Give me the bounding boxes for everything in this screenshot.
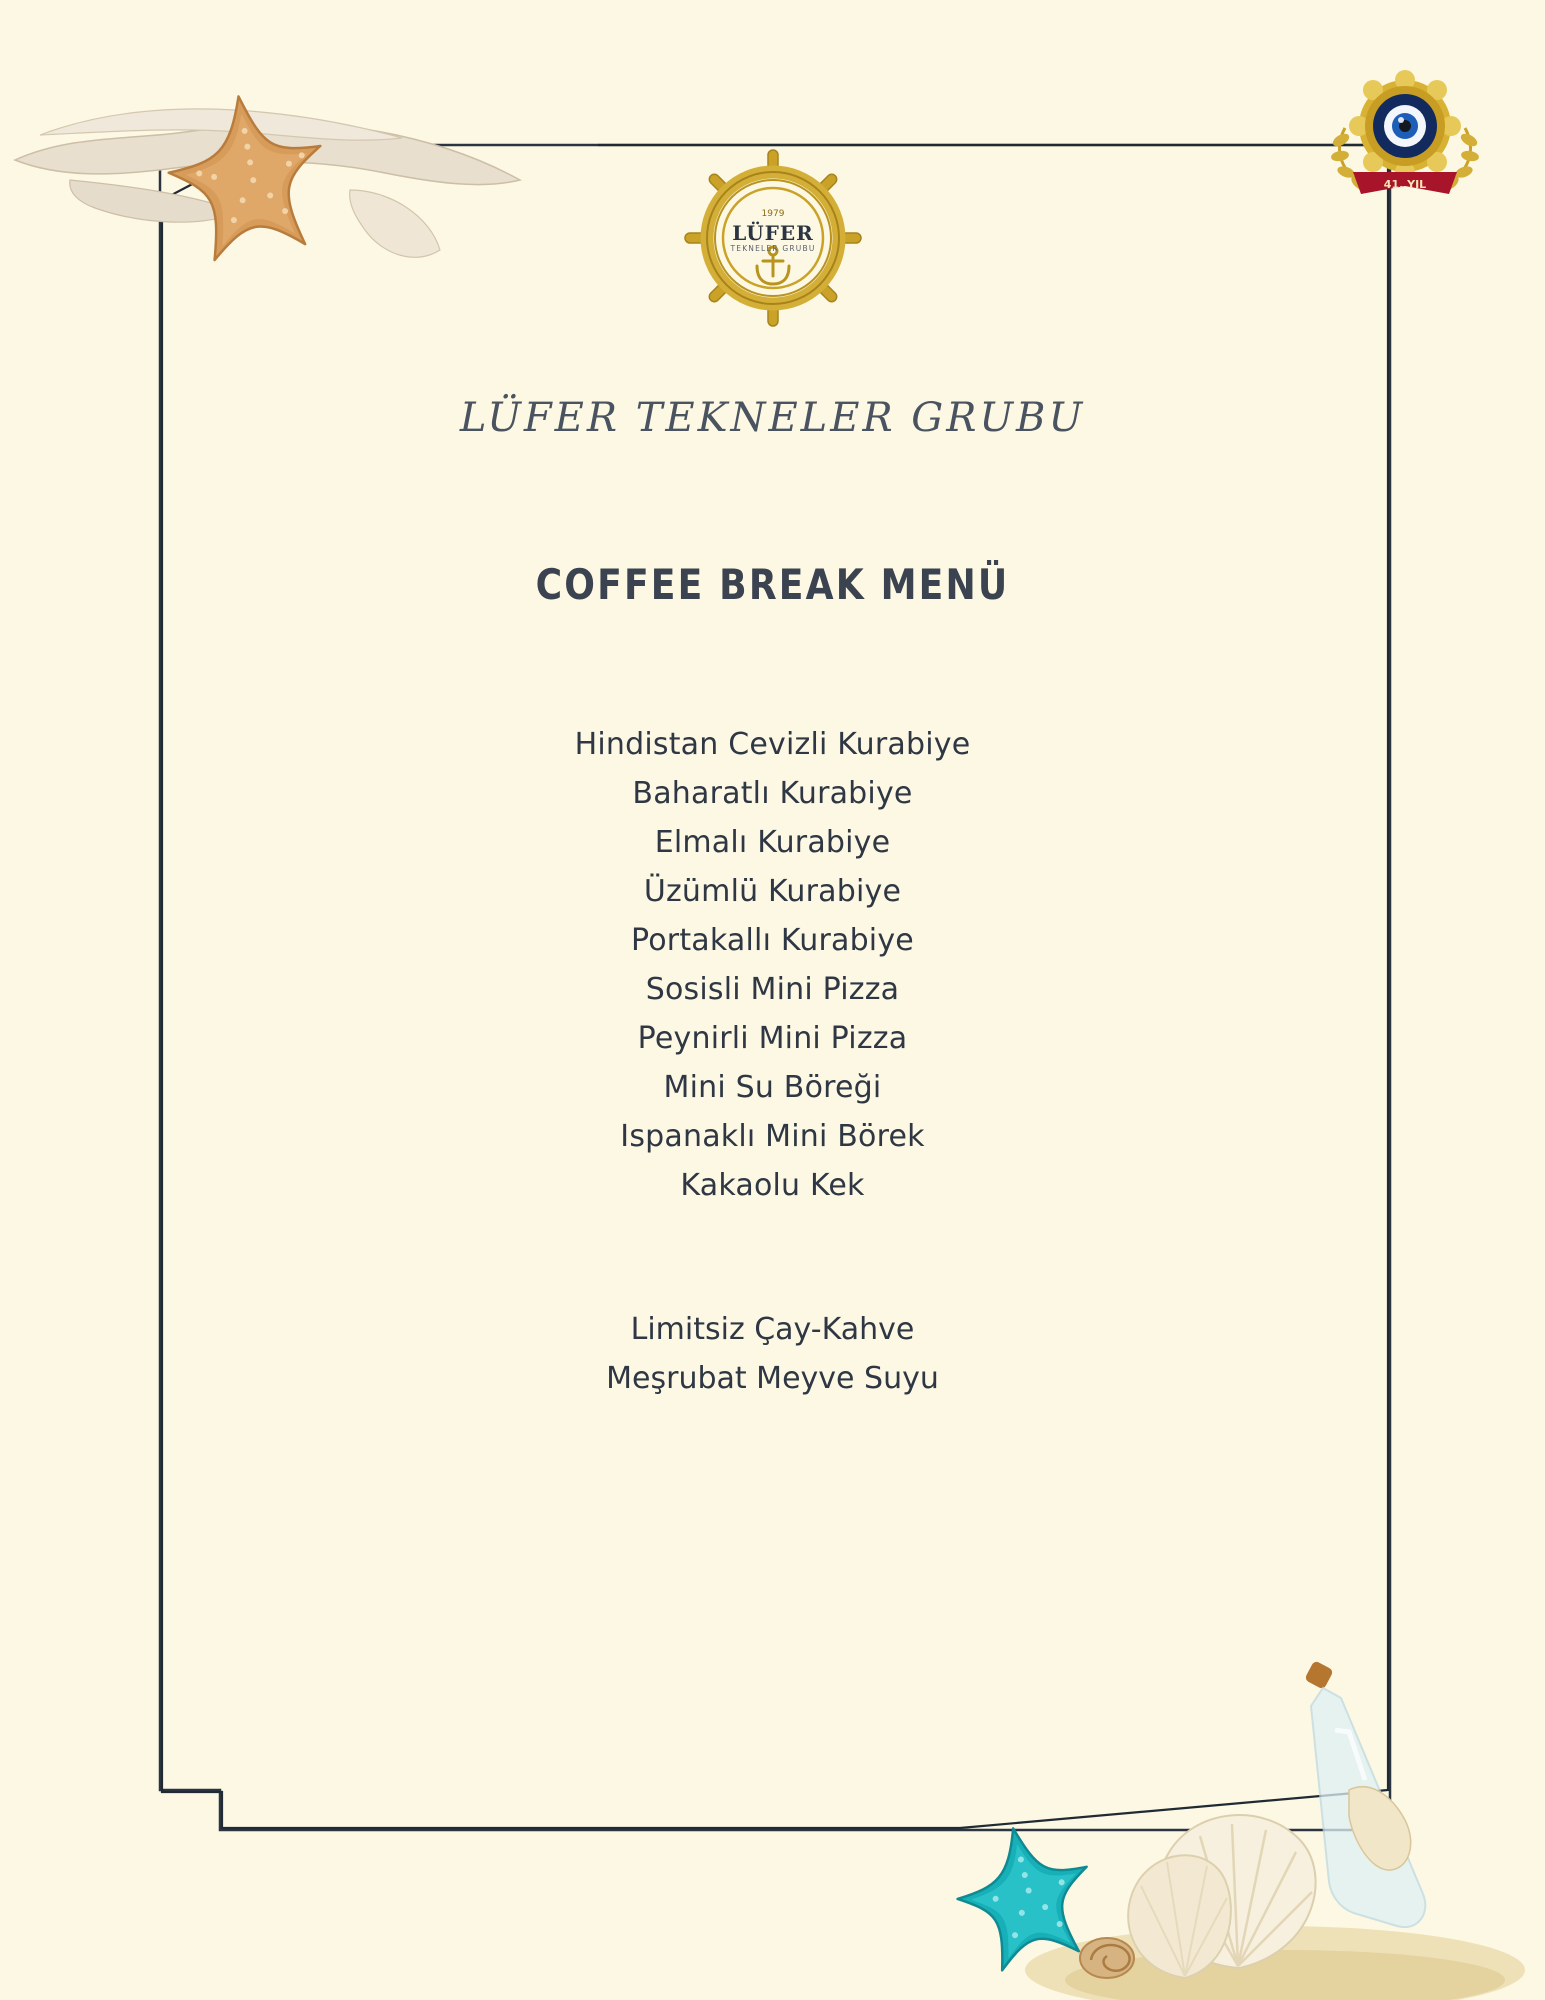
list-item: Elmalı Kurabiye <box>654 825 891 860</box>
badge-year-text: 41. YIL <box>1383 178 1427 191</box>
menu-items-list <box>0 720 1545 1210</box>
list-item: Baharatlı Kurabiye <box>632 776 913 811</box>
driftwood-starfish-icon <box>10 40 540 280</box>
drinks-list <box>0 1305 1545 1403</box>
logo-sub-text: TEKNELER GRUBU <box>729 244 816 253</box>
list-item: Hindistan Cevizli Kurabiye <box>574 727 971 762</box>
logo-brand-text: LÜFER <box>731 221 814 245</box>
list-item: Limitsiz Çay-Kahve <box>630 1312 915 1347</box>
nazar-evil-eye-badge-icon <box>1315 68 1495 203</box>
logo-year-text: 1979 <box>761 209 784 219</box>
page-title: COFFEE BREAK MENÜ <box>535 560 1010 609</box>
brand-name: LÜFER TEKNELER GRUBU <box>459 395 1086 441</box>
ship-wheel-logo-icon <box>683 148 863 328</box>
list-item: Meşrubat Meyve Suyu <box>606 1361 939 1396</box>
list-item: Peynirli Mini Pizza <box>637 1021 908 1056</box>
list-item: Sosisli Mini Pizza <box>645 972 900 1007</box>
list-item: Kakaolu Kek <box>680 1168 865 1203</box>
list-item: Üzümlü Kurabiye <box>643 874 902 909</box>
list-item: Portakallı Kurabiye <box>631 923 914 958</box>
list-item: Mini Su Böreği <box>663 1070 882 1105</box>
seashell-starfish-bottle-icon <box>955 1640 1525 2000</box>
list-item: Ispanaklı Mini Börek <box>620 1119 925 1154</box>
